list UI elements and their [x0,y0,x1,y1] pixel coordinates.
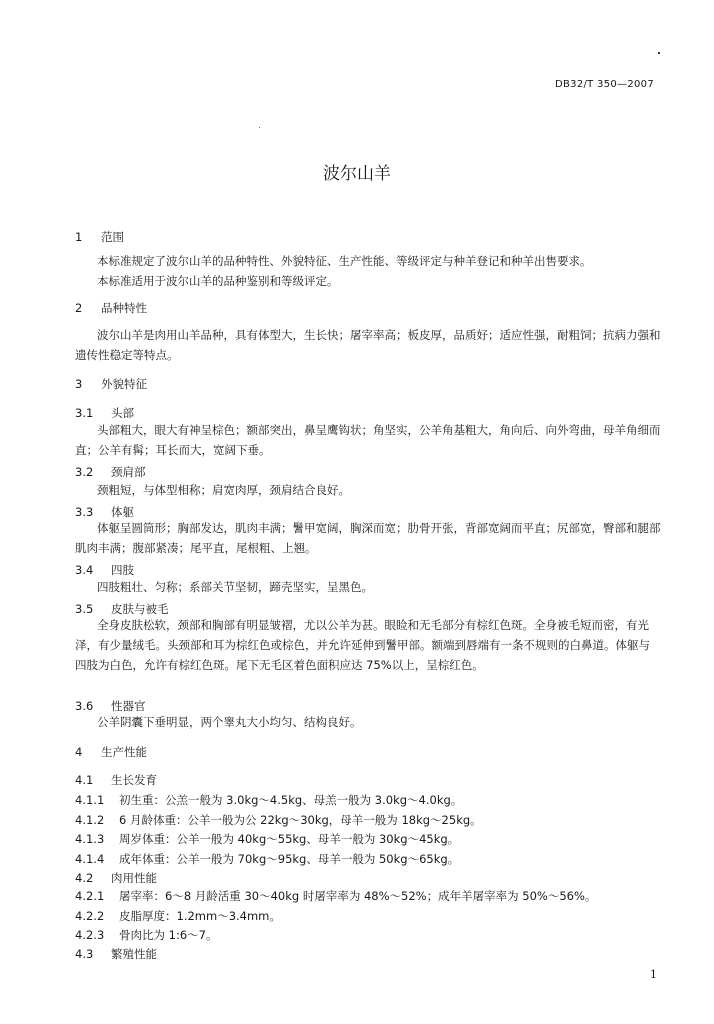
section-number: 3 [75,377,83,391]
paragraph: 全身皮肤松软，颈部和胸部有明显皱褶，尤以公羊为甚。眼睑和无毛部分有棕红色斑。全身被毛短而密，有光泽，有少量绒毛。头颈部和耳为棕红色或棕色，并允许延伸到鬐甲部。额端到唇端有一条不规则的白鼻道。体躯与四肢为白色，允许有棕红色斑。尾下无毛区着色面积应达 75%以上，呈棕红色。 [75,618,650,672]
list-item [75,831,459,847]
subsection-title: 头部 [111,406,134,420]
subsection-number: 3.2 [75,465,94,479]
paragraph: 本标准适用于波尔山羊的品种鉴别和等级评定。 [97,274,339,288]
scan-dot [658,52,660,54]
subsection-heading [75,772,157,788]
subsection-number: 4.2 [75,871,94,885]
item-text: 屠宰率：6～8 月龄活重 30～40kg 时屠宰率为 48%～52%；成年羊屠宰率为 50%～56%。 [119,889,597,903]
subsection-number: 3.4 [75,563,94,577]
subsection-heading [75,562,134,578]
section-title: 品种特性 [101,301,147,315]
item-number: 4.1.1 [75,793,105,807]
paragraph: 四肢粗壮、匀称；系部关节坚韧，蹄壳坚实，呈黑色。 [97,580,373,594]
paragraph: 本标准规定了波尔山羊的品种特性、外貌特征、生产性能、等级评定与种羊登记和种羊出售要求。 [97,254,592,268]
item-number: 4.1.3 [75,832,105,846]
list-item [75,792,462,808]
item-number: 4.2.3 [75,928,105,942]
subsection-number: 4.3 [75,947,94,961]
subsection-title: 颈肩部 [111,465,146,479]
paragraph: 公羊阴囊下垂明显，两个睾丸大小均匀、结构良好。 [97,715,362,729]
subsection-title: 肉用性能 [111,871,157,885]
item-text: 骨肉比为 1:6～7。 [119,928,218,942]
subsection-heading [75,870,157,886]
section-number: 1 [75,230,83,244]
section-number: 2 [75,301,83,315]
subsection-number: 4.1 [75,773,94,787]
item-number: 4.2.2 [75,909,105,923]
subsection-title: 生长发育 [111,773,157,787]
section-title: 生产性能 [101,745,147,759]
item-text: 初生重：公羔一般为 3.0kg～4.5kg、母羔一般为 3.0kg～4.0kg。 [119,793,463,807]
subsection-title: 繁殖性能 [111,947,157,961]
item-number: 4.2.1 [75,889,105,903]
paragraph: 体躯呈圆筒形；胸部发达，肌肉丰满；鬐甲宽阔，胸深而宽；肋骨开张，背部宽阔而平直；尻部宽，臀部和腿部肌肉丰满；腹部紧凑；尾平直，尾根粗、上翘。 [75,521,661,555]
section-title: 外貌特征 [101,377,147,391]
subsection-title: 皮肤与被毛 [111,602,169,616]
list-item [75,927,217,943]
subsection-title: 性器官 [111,699,146,713]
item-text: 皮脂厚度：1.2mm～3.4mm。 [119,909,281,923]
item-text: 周岁体重：公羊一般为 40kg～55kg、母羊一般为 30kg～45kg。 [119,832,460,846]
item-number: 4.1.4 [75,852,105,866]
paragraph: 颈粗短，与体型相称；肩宽肉厚，颈肩结合良好。 [97,483,350,497]
standard-number: DB32/T 350—2007 [555,79,654,90]
list-item [75,851,459,867]
section-heading [75,744,147,760]
subsection-number: 3.1 [75,406,94,420]
item-text: 成年体重：公羊一般为 70kg～95kg、母羊一般为 50kg～65kg。 [119,852,460,866]
subsection-heading [75,464,146,480]
subsection-title: 四肢 [111,563,134,577]
subsection-number: 3.5 [75,602,94,616]
subsection-title: 体躯 [111,505,134,519]
section-heading [75,376,147,392]
paragraph: 头部粗大，眼大有神呈棕色；额部突出，鼻呈鹰钩状；角坚实，公羊角基粗大，角向后、向外弯曲，母羊角细而直；公羊有髯；耳长而大，宽阔下垂。 [75,423,661,457]
scan-dot [259,127,260,128]
page-number: 1 [650,968,657,981]
section-heading [75,300,147,316]
item-number: 4.1.2 [75,813,105,827]
section-title: 范围 [101,230,124,244]
item-text: 6 月龄体重：公羊一般为公 22kg～30kg，母羊一般为 18kg～25kg。 [119,813,482,827]
list-item [75,908,281,924]
subsection-number: 3.6 [75,699,94,713]
subsection-heading [75,405,134,421]
list-item [75,812,482,828]
paragraph: 波尔山羊是肉用山羊品种，具有体型大，生长快；屠宰率高；板皮厚，品质好；适应性强，耐粗饲；抗病力强和遗传性稳定等特点。 [75,328,661,362]
section-heading [75,229,124,245]
subsection-number: 3.3 [75,505,94,519]
list-item [75,888,596,904]
section-number: 4 [75,745,83,759]
page-title: 波尔山羊 [323,164,391,184]
subsection-heading [75,946,157,962]
